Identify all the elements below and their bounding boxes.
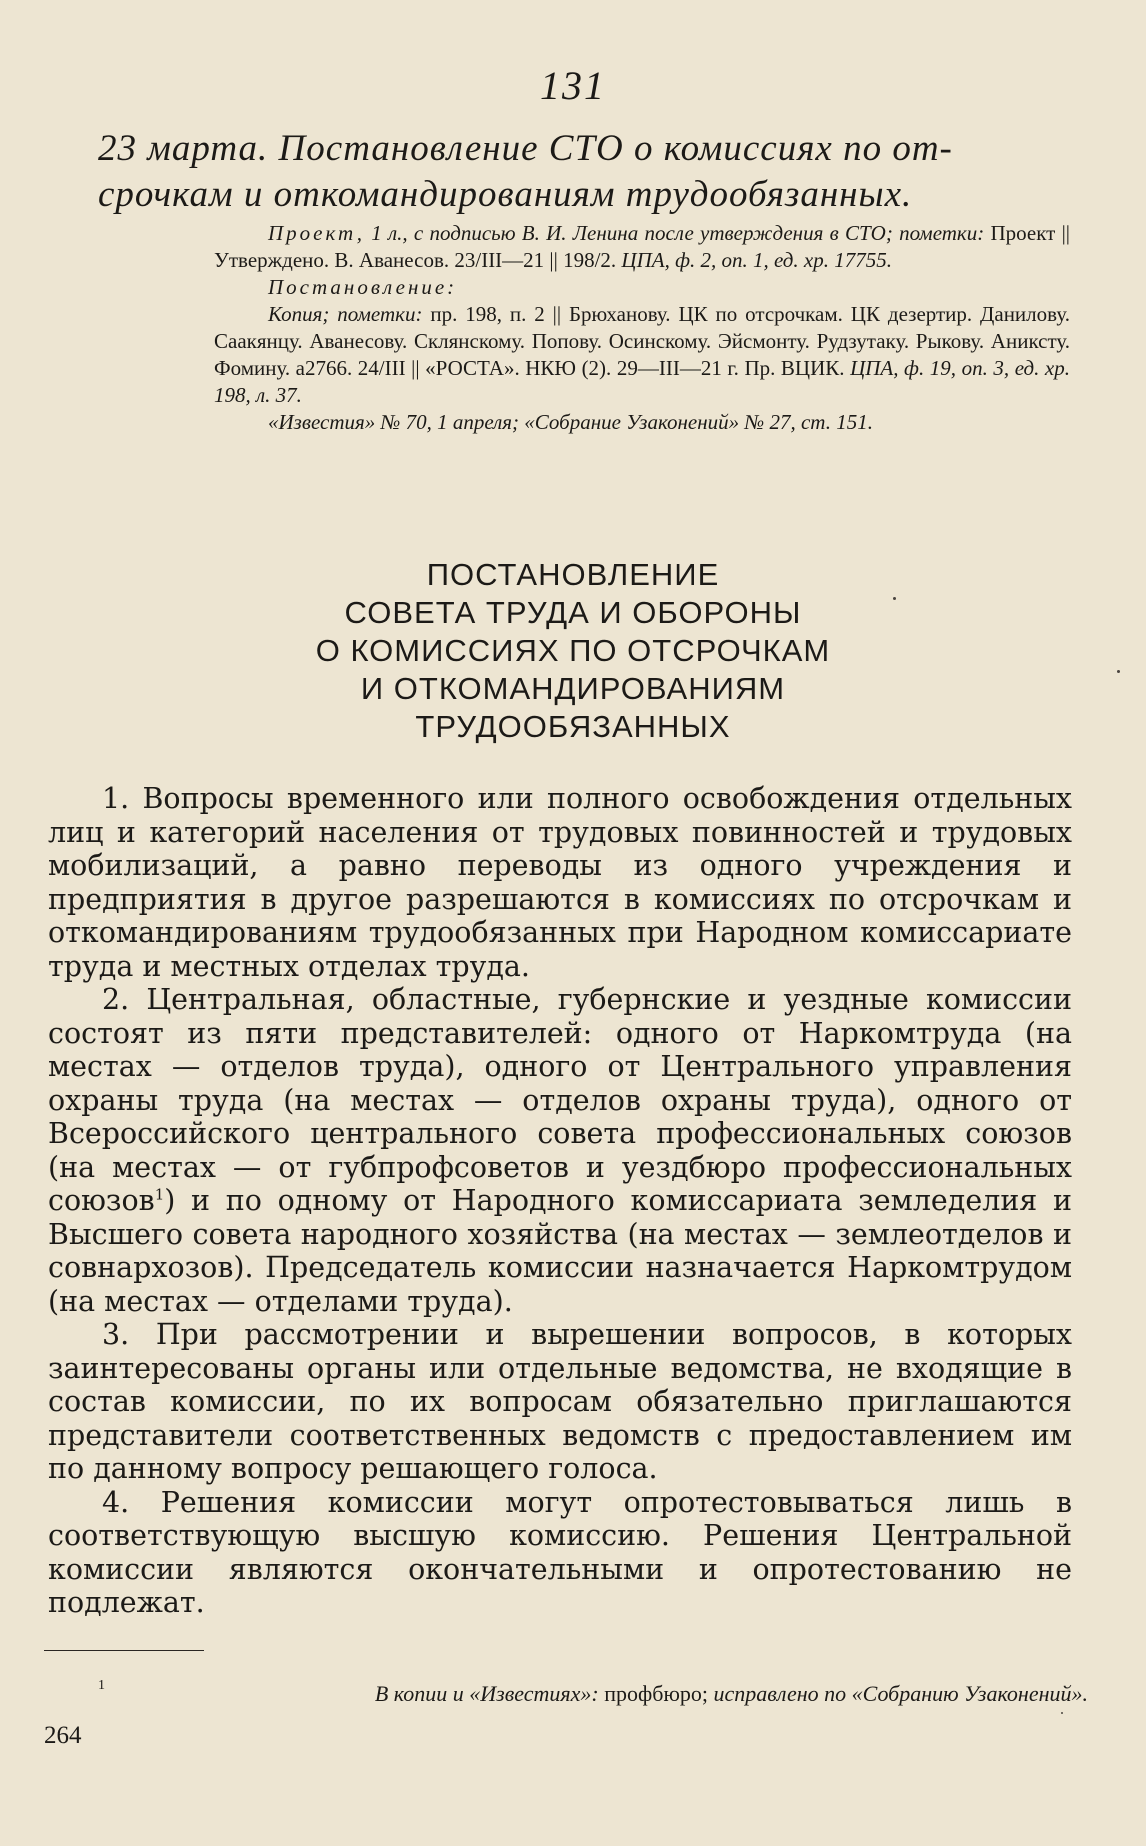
footnote-text-a: В копии и «Известиях»: [374,1681,599,1706]
footnote-mark: 1 [98,1678,105,1693]
paragraph-2-part-b: ) и по одному от Народного комиссариата земледелия и Высшего совета народного хозяйства (на местах — землеотделов и совнархозов). Председатель комиссии назначается Наркомтрудом (на местах — отделами труда). [48,1184,1072,1318]
copy-archive: ЦПА, ф. 19, оп. 3, ед. хр. 198, л. 37. [214,356,1071,407]
draft-note [214,220,1070,274]
footnote-reference: 1 [154,1185,165,1204]
title-line-5: ТРУДООБЯЗАННЫХ [415,709,731,744]
document-date-title [98,126,1078,218]
resolution-title [0,556,1146,746]
paragraph-1: 1. Вопросы временного или полного освобождения отдельных лиц и категорий населения от трудовых повинностей и трудовых мобилизаций, а равно переводы из одного учреждения и предприятия в другое разрешаются в комиссиях по отсрочкам и откомандированиям трудообязанных при Народном комиссариате труда и местных отделах труда. [48,782,1072,983]
footnote-text-b: профбюро; [604,1681,708,1706]
draft-archive: ЦПА, ф. 2, оп. 1, ед. хр. 17755. [621,248,892,272]
resolution-body [48,782,1072,1620]
paragraph-3: 3. При рассмотрении и вырешении вопросов, в которых заинтересованы органы или отдельные ведомства, не входящие в состав комиссии, по их вопросам обязательно приглашаются представители соответственных ведомств с предоставлением им по данному вопросу решающего голоса. [48,1318,1072,1485]
speck [1117,670,1120,673]
resolution-label: Постановление: [268,275,458,299]
draft-text: 1 л., с подписью В. И. Ленина после утверждения в СТО; пометки: [371,221,985,245]
title-line-1: ПОСТАНОВЛЕНИЕ [426,557,720,592]
publication-text: «Известия» № 70, 1 апреля; «Собрание Узаконений» № 27, ст. 151. [268,410,873,434]
title-line-4: И ОТКОМАНДИРОВАНИЯМ [360,671,786,706]
resolution-label-line [214,274,1070,301]
date-title-line-2: срочкам и откомандированиям трудообязанных. [98,174,913,215]
title-line-2: СОВЕТА ТРУДА И ОБОРОНЫ [344,595,802,630]
copy-label: Копия; пометки: [268,302,423,326]
footnote-divider [44,1650,204,1651]
date-title-line-1: 23 марта. Постановление СТО о комиссиях по от- [98,128,953,169]
speck [893,597,896,600]
footnote-text-c: исправлено по «Собранию Узаконений». [713,1681,1088,1706]
speck [1061,1712,1063,1714]
copy-marks: пр. 198, п. 2 || Брюханову. ЦК по отсрочкам. ЦК дезертир. Данилову. Саакянцу. Аванесову. Склянскому. Попову. Осинскому. Эйсмонту. Рудзутаку. Рыкову. Аниксту. Фомину. а2766. 24/III || «РОСТА». НКЮ (2). 29—III—21 г. Пр. ВЦИК. [214,302,1070,380]
archival-source-note [214,220,1070,436]
paragraph-4: 4. Решения комиссии могут опротестовываться лишь в соответствующую высшую комиссию. Решения Центральной комиссии являются окончательными и опротестованию не подлежат. [48,1485,1072,1619]
draft-label: Проект, [268,221,365,245]
copy-note [214,301,1070,409]
footnote [98,1680,1088,1708]
title-line-3: О КОМИССИЯХ ПО ОТСРОЧКАМ [315,633,831,668]
paragraph-2-part-a: 2. Центральная, областные, губернские и уездные комиссии состоят из пяти представителей: одного от Наркомтруда (на местах — отделов труда), одного от Центрального управления охраны труда (на местах — отделов охраны труда), одного от Всероссийского центрального совета профессиональных союзов (на местах — от губпрофсоветов и уездбюро профессиональных союзов [48,983,1072,1217]
draft-marks: Проект || Утверждено. В. Аванесов. 23/III—21 || 198/2. [214,221,1070,272]
paragraph-2 [48,983,1072,1318]
page-number: 264 [44,1722,82,1749]
document-number: 131 [540,63,606,108]
publication-note [214,409,1070,436]
